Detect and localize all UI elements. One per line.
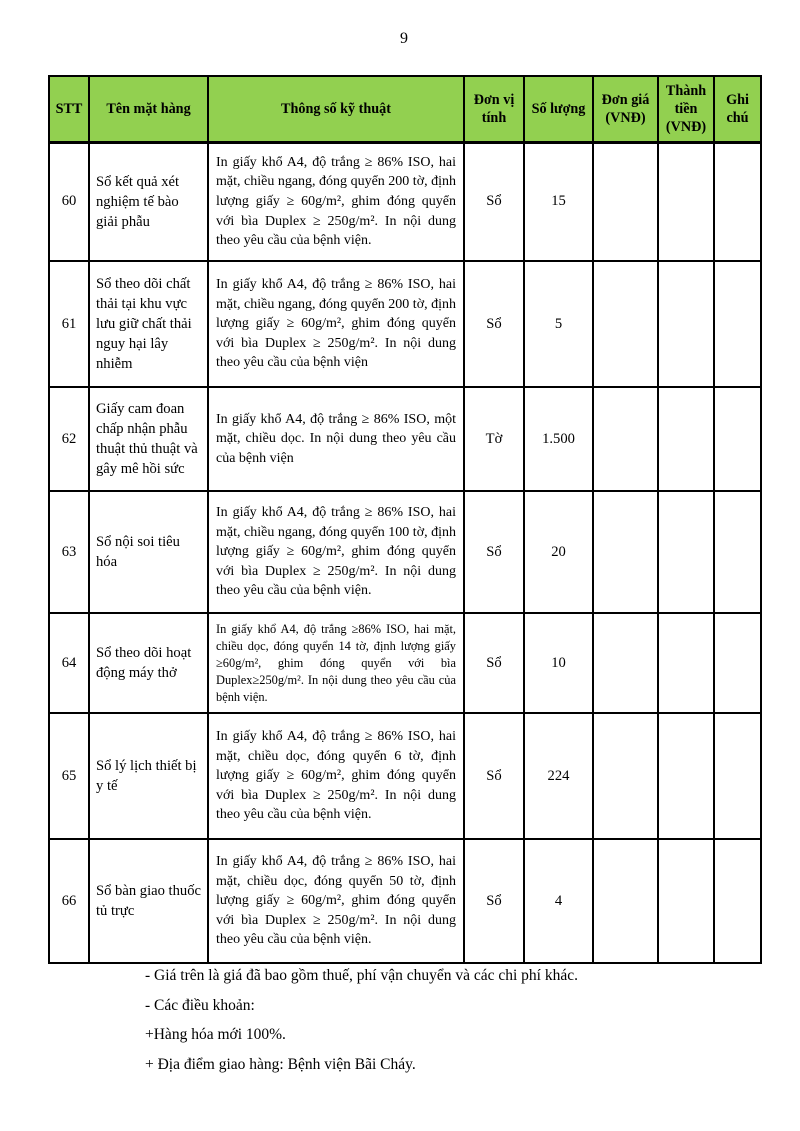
cell-name: Sổ theo dõi hoạt động máy thở xyxy=(89,613,208,713)
table-row-63 xyxy=(49,491,761,613)
cell-stt: 65 xyxy=(49,713,89,839)
cell-unit-price xyxy=(593,387,658,491)
cell-stt: 62 xyxy=(49,387,89,491)
table-header-row xyxy=(49,76,761,142)
cell-total xyxy=(658,713,714,839)
cell-unit: Sổ xyxy=(464,261,524,387)
cell-qty: 20 xyxy=(524,491,593,613)
cell-name: Sổ nội soi tiêu hóa xyxy=(89,491,208,613)
footer-notes xyxy=(145,961,745,1079)
cell-qty: 15 xyxy=(524,142,593,261)
note-price-included: - Giá trên là giá đã bao gồm thuế, phí vận chuyển và các chi phí khác. xyxy=(145,967,578,984)
table-row-62 xyxy=(49,387,761,491)
items-table xyxy=(48,75,762,964)
cell-note xyxy=(714,613,761,713)
cell-name: Giấy cam đoan chấp nhận phẫu thuật thủ thuật và gây mê hồi sức xyxy=(89,387,208,491)
header-don-gia: Đơn giá (VNĐ) xyxy=(593,76,658,142)
table-row-61 xyxy=(49,261,761,387)
cell-unit: Tờ xyxy=(464,387,524,491)
cell-spec: In giấy khổ A4, độ trắng ≥ 86% ISO, hai mặt, chiều dọc, đóng quyển 50 tờ, định lượng giấy ≥ 60g/m², ghim đóng quyển với bìa Duplex ≥ 250g/m². In nội dung theo yêu cầu của bệnh viện. xyxy=(208,839,464,963)
note-terms: - Các điều khoản: xyxy=(145,996,255,1014)
cell-stt: 64 xyxy=(49,613,89,713)
cell-unit: Sổ xyxy=(464,491,524,613)
page-number: 9 xyxy=(400,30,408,47)
header-ghi-chu: Ghi chú xyxy=(714,76,761,142)
header-don-vi-tinh: Đơn vị tính xyxy=(464,76,524,142)
cell-unit: Sổ xyxy=(464,713,524,839)
cell-unit: Sổ xyxy=(464,142,524,261)
cell-qty: 10 xyxy=(524,613,593,713)
header-so-luong: Số lượng xyxy=(524,76,593,142)
cell-name: Sổ kết quả xét nghiệm tế bào giải phẫu xyxy=(89,142,208,261)
cell-name: Sổ bàn giao thuốc tủ trực xyxy=(89,839,208,963)
cell-spec: In giấy khổ A4, độ trắng ≥ 86% ISO, hai mặt, chiều ngang, đóng quyển 100 tờ, định lượng giấy ≥ 60g/m², ghim đóng quyển với bìa Duplex ≥ 250g/m². In nội dung theo yêu cầu của bệnh viện. xyxy=(208,491,464,613)
cell-unit-price xyxy=(593,713,658,839)
cell-note xyxy=(714,839,761,963)
cell-qty: 4 xyxy=(524,839,593,963)
cell-qty: 5 xyxy=(524,261,593,387)
cell-total xyxy=(658,387,714,491)
cell-qty: 1.500 xyxy=(524,387,593,491)
cell-note xyxy=(714,142,761,261)
cell-unit-price xyxy=(593,261,658,387)
cell-name: Sổ lý lịch thiết bị y tế xyxy=(89,713,208,839)
cell-note xyxy=(714,491,761,613)
cell-stt: 66 xyxy=(49,839,89,963)
cell-spec: In giấy khổ A4, độ trắng ≥ 86% ISO, hai mặt, chiều ngang, đóng quyển 200 tờ, định lượng giấy ≥ 60g/m², ghim đóng quyển với bìa Duplex ≥ 250g/m². In nội dung theo yêu cầu của bệnh viện. xyxy=(208,142,464,261)
cell-note xyxy=(714,387,761,491)
cell-total xyxy=(658,613,714,713)
cell-spec: In giấy khổ A4, độ trắng ≥ 86% ISO, hai mặt, chiều dọc, đóng quyển 6 tờ, định lượng giấy ≥ 60g/m², ghim đóng quyển với bìa Duplex ≥ 250g/m². In nội dung theo yêu cầu của bệnh viện. xyxy=(208,713,464,839)
table-row-65 xyxy=(49,713,761,839)
cell-stt: 60 xyxy=(49,142,89,261)
cell-qty: 224 xyxy=(524,713,593,839)
header-thong-so-ky-thuat: Thông số kỹ thuật xyxy=(208,76,464,142)
cell-unit-price xyxy=(593,613,658,713)
table-row-60 xyxy=(49,142,761,261)
cell-total xyxy=(658,491,714,613)
table-row-66 xyxy=(49,839,761,963)
cell-total xyxy=(658,142,714,261)
cell-unit-price xyxy=(593,491,658,613)
header-ten-mat-hang: Tên mặt hàng xyxy=(89,76,208,142)
note-new-goods: +Hàng hóa mới 100%. xyxy=(145,1026,286,1043)
cell-unit: Sổ xyxy=(464,613,524,713)
cell-unit-price xyxy=(593,839,658,963)
header-stt: STT xyxy=(49,76,89,142)
header-thanh-tien: Thành tiền (VNĐ) xyxy=(658,76,714,142)
cell-spec: In giấy khổ A4, độ trắng ≥ 86% ISO, hai mặt, chiều ngang, đóng quyển 200 tờ, định lượng giấy ≥ 60g/m², ghim đóng quyển với bìa Duplex ≥ 250g/m². In nội dung theo yêu cầu của bệnh viện xyxy=(208,261,464,387)
cell-name: Sổ theo dõi chất thải tại khu vực lưu giữ chất thải nguy hại lây nhiễm xyxy=(89,261,208,387)
cell-stt: 63 xyxy=(49,491,89,613)
cell-spec: In giấy khổ A4, độ trắng ≥86% ISO, hai mặt, chiều dọc, đóng quyển 14 tờ, định lượng giấy ≥60g/m², ghim đóng quyển với bìa Duplex≥250g/m². In nội dung theo yêu cầu của bệnh viện. xyxy=(208,613,464,713)
cell-note xyxy=(714,713,761,839)
cell-stt: 61 xyxy=(49,261,89,387)
note-delivery-location: + Địa điểm giao hàng: Bệnh viện Bãi Cháy. xyxy=(145,1055,416,1073)
cell-unit-price xyxy=(593,142,658,261)
cell-total xyxy=(658,839,714,963)
cell-unit: Sổ xyxy=(464,839,524,963)
cell-spec: In giấy khổ A4, độ trắng ≥ 86% ISO, một mặt, chiều dọc. In nội dung theo yêu cầu của bệnh viện xyxy=(208,387,464,491)
cell-note xyxy=(714,261,761,387)
cell-total xyxy=(658,261,714,387)
table-row-64 xyxy=(49,613,761,713)
